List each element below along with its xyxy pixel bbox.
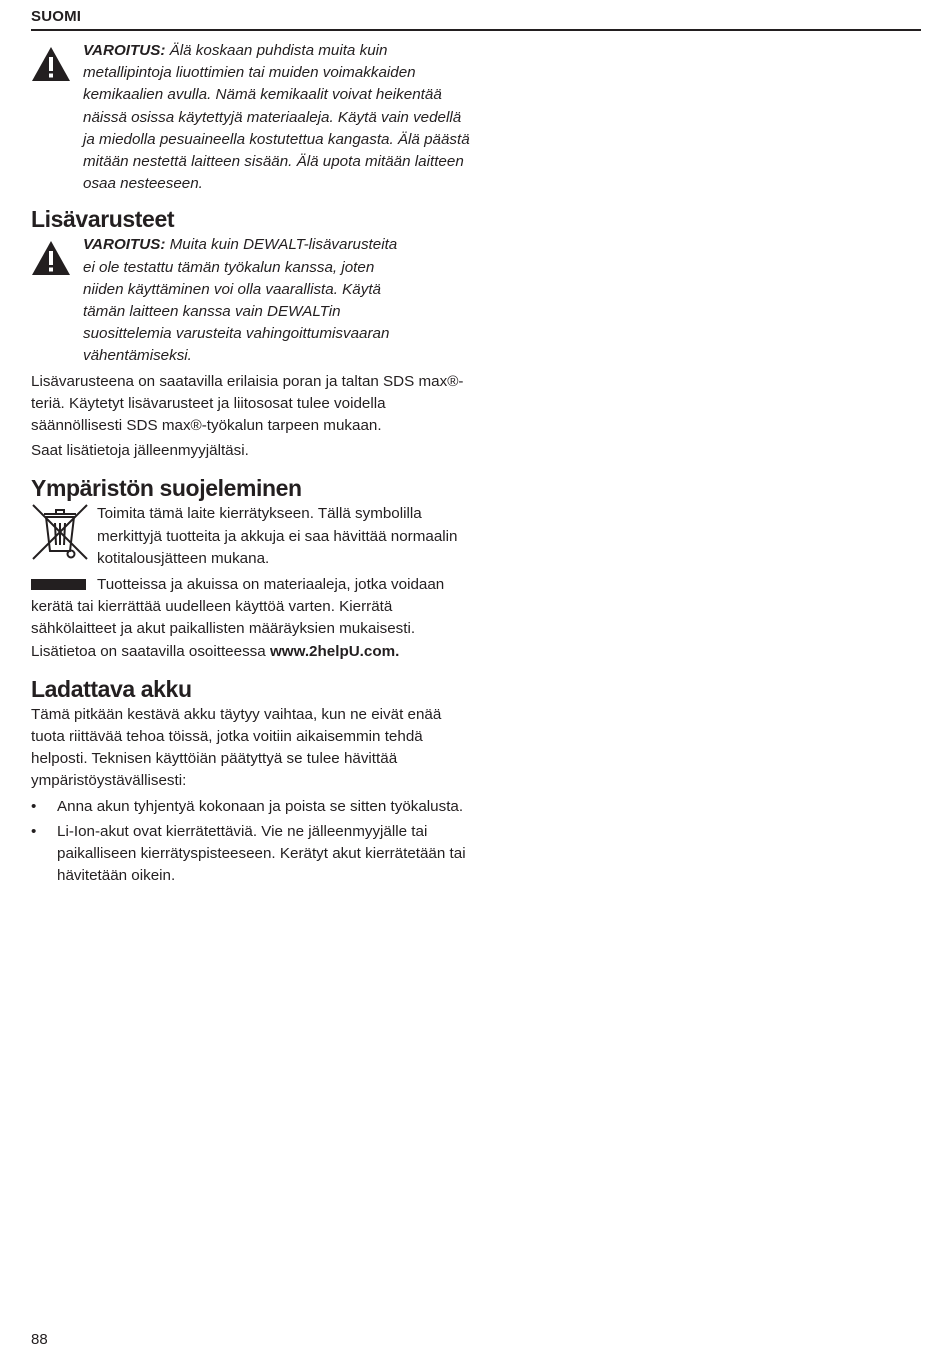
warning-triangle-icon	[31, 46, 71, 82]
recycle-text: Toimita tämä laite kierrätykseen. Tällä symbolilla merkittyjä tuotteita ja akkuja ei saa hävittää normaalin kotitalousjätteen mukana.	[97, 505, 458, 567]
accessories-dealer-note: Saat lisätietoja jälleenmyyjältäsi.	[31, 442, 249, 460]
list-item-text: Anna akun tyhjentyä kokonaan ja poista se sitten työkalusta.	[57, 797, 464, 815]
content-column	[31, 40, 471, 891]
crossed-out-wheelie-bin-icon	[31, 503, 89, 563]
recycling-paragraph	[31, 574, 471, 663]
header-rule	[31, 29, 921, 31]
cleaning-warning	[31, 40, 471, 195]
list-item-text: Li-Ion-akut ovat kierrätettäviä. Vie ne jälleenmyyjälle tai paikalliseen kierrätyspisteeseen. Kerätyt akut kierrätetään tai hävitetään oikein.	[57, 822, 466, 885]
page-number: 88	[31, 1331, 48, 1348]
recycle-block	[31, 503, 471, 570]
recycling-text: Tuotteissa ja akuissa on materiaaleja, jotka voidaan kerätä tai kierrättää uudelleen käyttöä varten. Kierrätä sähkölaitteet ja akut paikallisten määräyksien mukaisesti. Lisätietoa on saatavilla osoitteessa	[31, 576, 445, 660]
warning-paragraph	[83, 40, 471, 195]
warning-label: VAROITUS:	[83, 236, 166, 254]
battery-paragraph: Tämä pitkään kestävä akku täytyy vaihtaa, kun ne eivät enää tuota riittävää tehoa töissä, jotka voitiin aikaisemmin tehdä helposti. Teknisen käyttöiän päätyttyä se tulee hävittää ympäristöystävällisesti:	[31, 705, 442, 790]
section-heading-environment: Ympäristön suojeleminen	[31, 475, 302, 502]
section-heading-accessories: Lisävarusteet	[31, 206, 175, 233]
warning-paragraph	[83, 234, 471, 367]
warning-label: VAROITUS:	[83, 42, 166, 59]
separate-collection-bar	[31, 579, 86, 590]
bullet-marker: •	[31, 797, 37, 815]
list-item	[31, 796, 471, 818]
bullet-marker: •	[31, 822, 37, 840]
section-heading-battery: Ladattava akku	[31, 675, 192, 702]
website-link[interactable]: www.2helpU.com.	[269, 642, 400, 660]
accessories-warning	[31, 234, 471, 367]
warning-text: Älä koskaan puhdista muita kuin metallipintoja liuottimien tai muiden voimakkaiden kemikaalien avulla. Nämä kemikaalit voivat heikentää näissä osissa käytettyjä materiaaleja. Käytä vain vedellä ja miedolla pesuaineella kostutettua kangasta. Älä päästä mitään nestettä laitteen sisään. Älä upota mitään laitteen osaa nesteeseen.	[83, 42, 470, 193]
list-item	[31, 821, 471, 888]
battery-bullet-list	[31, 796, 471, 888]
accessories-paragraph: Lisävarusteena on saatavilla erilaisia poran ja taltan SDS max®-teriä. Käytetyt lisävarusteet ja liitososat tulee voidella säännöllisesti SDS max®-työkalun tarpeen mukaan.	[31, 372, 464, 435]
warning-text: Muita kuin DEWALT-lisävarusteita ei ole testattu tämän työkalun kanssa, joten niiden käyttäminen voi olla vaarallista. Käytä tämän laitteen kanssa vain DEWALTin suosittelemia varusteita vahingoittumisvaaran vähentämiseksi.	[83, 236, 398, 365]
warning-triangle-icon	[31, 240, 71, 276]
language-header: SUOMI	[31, 8, 82, 25]
